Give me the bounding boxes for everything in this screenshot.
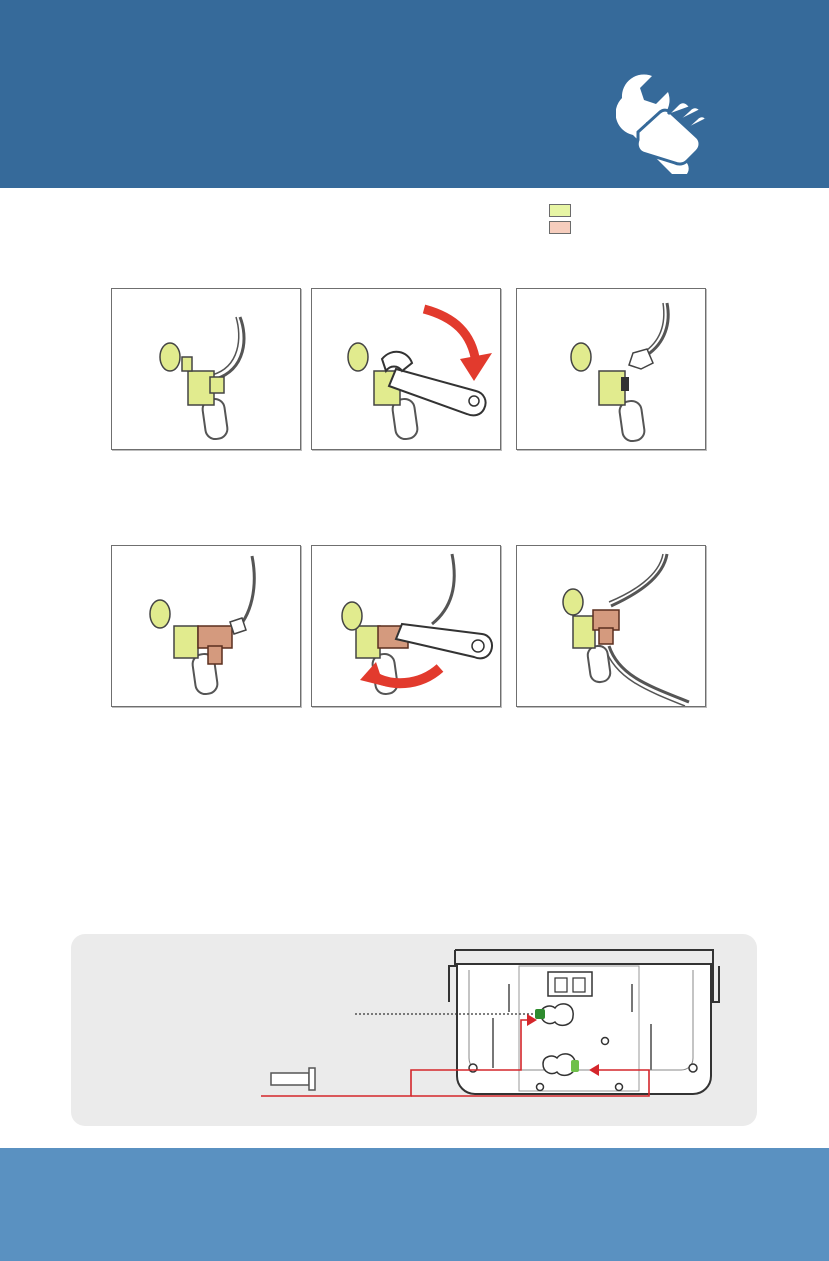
tube-disconnected-icon bbox=[517, 289, 705, 449]
wrench-hand-icon bbox=[616, 70, 732, 174]
install-step-1 bbox=[111, 545, 301, 707]
removal-step-2 bbox=[311, 288, 501, 450]
mounting-bracket-icon bbox=[71, 934, 757, 1126]
footer-bar bbox=[0, 1148, 829, 1261]
removal-step-3 bbox=[516, 288, 706, 450]
wrench-loosen-icon bbox=[312, 289, 500, 449]
screw-icon bbox=[271, 1068, 315, 1090]
valve-with-tube-icon bbox=[112, 289, 300, 449]
wrench-tighten-icon bbox=[312, 546, 500, 706]
install-step-3 bbox=[516, 545, 706, 707]
legend-swatch-valve bbox=[549, 204, 571, 217]
two-tubes-connected-icon bbox=[517, 546, 705, 706]
header-bar bbox=[0, 0, 829, 188]
mounting-diagram-box bbox=[71, 934, 757, 1126]
legend-swatch-adapter bbox=[549, 221, 571, 234]
install-step-2 bbox=[311, 545, 501, 707]
tee-adapter-attached-icon bbox=[112, 546, 300, 706]
removal-step-1 bbox=[111, 288, 301, 450]
